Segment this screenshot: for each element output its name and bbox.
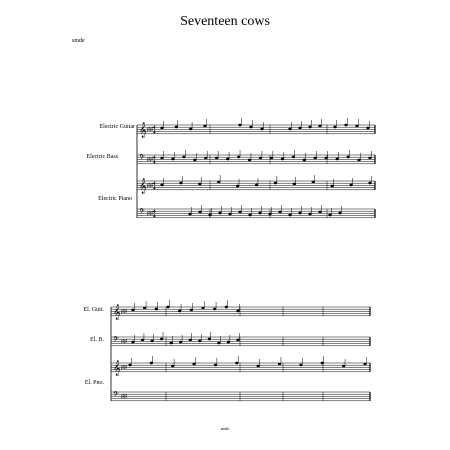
- note-head: [239, 211, 242, 213]
- note-head: [270, 157, 273, 159]
- note-head: [314, 157, 317, 159]
- note-head: [208, 338, 211, 340]
- note-head: [179, 182, 182, 184]
- note-head: [289, 214, 292, 216]
- note-head: [236, 185, 239, 187]
- note-head: [259, 157, 262, 159]
- note-head: [334, 126, 337, 128]
- note-head: [237, 339, 240, 341]
- bass-clef: 𝄢: [113, 336, 119, 346]
- note-head: [129, 364, 132, 366]
- note-head: [202, 307, 205, 309]
- note-head: [198, 340, 201, 342]
- note-head: [132, 309, 135, 311]
- time-signature-top: 4: [153, 156, 156, 161]
- treble-clef: 𝄞: [113, 361, 121, 376]
- note-head: [364, 363, 367, 365]
- note-head: [189, 213, 192, 215]
- note-head: [369, 182, 372, 184]
- note-head: [259, 212, 262, 214]
- note-head: [143, 307, 146, 309]
- note-head: [289, 128, 292, 130]
- note-head: [199, 211, 202, 213]
- note-head: [347, 156, 350, 158]
- note-head: [255, 184, 258, 186]
- note-head: [367, 127, 370, 129]
- note-head: [214, 364, 217, 366]
- note-head: [204, 125, 207, 127]
- key-signature: ♯♯: [121, 394, 127, 400]
- note-head: [198, 183, 201, 185]
- key-signature: ♯♯: [121, 339, 127, 345]
- note-head: [229, 213, 232, 215]
- note-head: [209, 214, 212, 216]
- note-head: [293, 183, 296, 185]
- note-head: [309, 126, 312, 128]
- note-head: [190, 309, 193, 311]
- note-head: [350, 184, 353, 186]
- note-head: [292, 156, 295, 158]
- note-head: [132, 341, 135, 343]
- key-signature: ♯♯: [147, 211, 153, 217]
- note-head: [193, 159, 196, 161]
- note-head: [178, 310, 181, 312]
- note-head: [217, 342, 220, 344]
- note-head: [345, 124, 348, 126]
- time-signature-bottom: 4: [153, 130, 156, 136]
- note-head: [161, 127, 164, 129]
- note-head: [161, 157, 164, 159]
- instrument-label-bass: Electric Bass: [86, 154, 118, 160]
- note-head: [160, 338, 163, 340]
- note-head: [215, 157, 218, 159]
- note-head: [278, 363, 281, 365]
- note-head: [303, 159, 306, 161]
- instrument-label-bass-short: El. B.: [90, 337, 104, 343]
- note-head: [161, 184, 164, 186]
- note-head: [217, 181, 220, 183]
- note-head: [141, 339, 144, 341]
- time-signature-bottom: 4: [153, 186, 156, 192]
- note-head: [336, 158, 339, 160]
- note-head: [356, 125, 359, 127]
- bass-clef: 𝄢: [139, 154, 145, 164]
- note-head: [309, 213, 312, 215]
- score-title: Seventeen cows: [180, 14, 270, 29]
- note-head: [358, 159, 361, 161]
- note-head: [151, 340, 154, 342]
- note-head: [226, 158, 229, 160]
- note-head: [170, 342, 173, 344]
- note-head: [250, 126, 253, 128]
- note-head: [167, 306, 170, 308]
- note-head: [239, 124, 242, 126]
- note-head: [342, 365, 345, 367]
- note-head: [237, 310, 240, 312]
- note-head: [237, 156, 240, 158]
- note-head: [299, 364, 302, 366]
- note-head: [321, 362, 324, 364]
- note-head: [299, 127, 302, 129]
- note-head: [179, 341, 182, 343]
- note-head: [182, 156, 185, 158]
- time-signature-top: 4: [153, 210, 156, 215]
- note-head: [189, 128, 192, 130]
- note-head: [189, 339, 192, 341]
- key-signature: ♯♯: [147, 127, 153, 133]
- key-signature: ♯♯: [121, 309, 127, 315]
- note-head: [369, 157, 372, 159]
- note-head: [274, 182, 277, 184]
- time-signature-top: 4: [153, 182, 156, 187]
- note-head: [155, 308, 158, 310]
- time-signature-bottom: 4: [153, 214, 156, 220]
- key-signature: ♯♯: [147, 183, 153, 189]
- note-head: [171, 158, 174, 160]
- note-head: [319, 125, 322, 127]
- time-signature-top: 4: [153, 126, 156, 131]
- note-head: [261, 128, 264, 130]
- instrument-label-piano-short: El. Pno.: [84, 380, 104, 386]
- treble-clef: 𝄞: [113, 305, 121, 320]
- page-footer: smde: [220, 426, 230, 431]
- key-signature: ♯♯: [147, 157, 153, 163]
- treble-clef: 𝄞: [139, 179, 147, 194]
- note-head: [213, 308, 216, 310]
- bass-clef: 𝄢: [113, 391, 119, 401]
- composer-name: smde: [72, 38, 85, 44]
- note-head: [339, 212, 342, 214]
- note-head: [269, 213, 272, 215]
- note-head: [219, 212, 222, 214]
- note-head: [235, 362, 238, 364]
- note-head: [171, 365, 174, 367]
- note-head: [299, 212, 302, 214]
- note-head: [227, 341, 230, 343]
- note-head: [329, 214, 332, 216]
- note-head: [193, 363, 196, 365]
- note-head: [249, 214, 252, 216]
- bass-clef: 𝄢: [139, 208, 145, 218]
- note-head: [319, 211, 322, 213]
- instrument-label-guitar-short: El. Guit.: [83, 307, 104, 313]
- note-head: [279, 211, 282, 213]
- note-head: [175, 126, 178, 128]
- time-signature-bottom: 4: [153, 160, 156, 166]
- note-head: [281, 158, 284, 160]
- note-head: [225, 306, 228, 308]
- treble-clef: 𝄞: [139, 123, 147, 138]
- instrument-label-piano: Electric Piano: [98, 196, 132, 202]
- note-head: [312, 181, 315, 183]
- note-head: [325, 157, 328, 159]
- note-head: [331, 185, 334, 187]
- note-head: [150, 362, 153, 364]
- instrument-label-guitar: Electric Guitar: [99, 124, 135, 130]
- note-head: [248, 159, 251, 161]
- note-head: [204, 157, 207, 159]
- key-signature: ♯♯: [121, 365, 127, 371]
- note-head: [257, 365, 260, 367]
